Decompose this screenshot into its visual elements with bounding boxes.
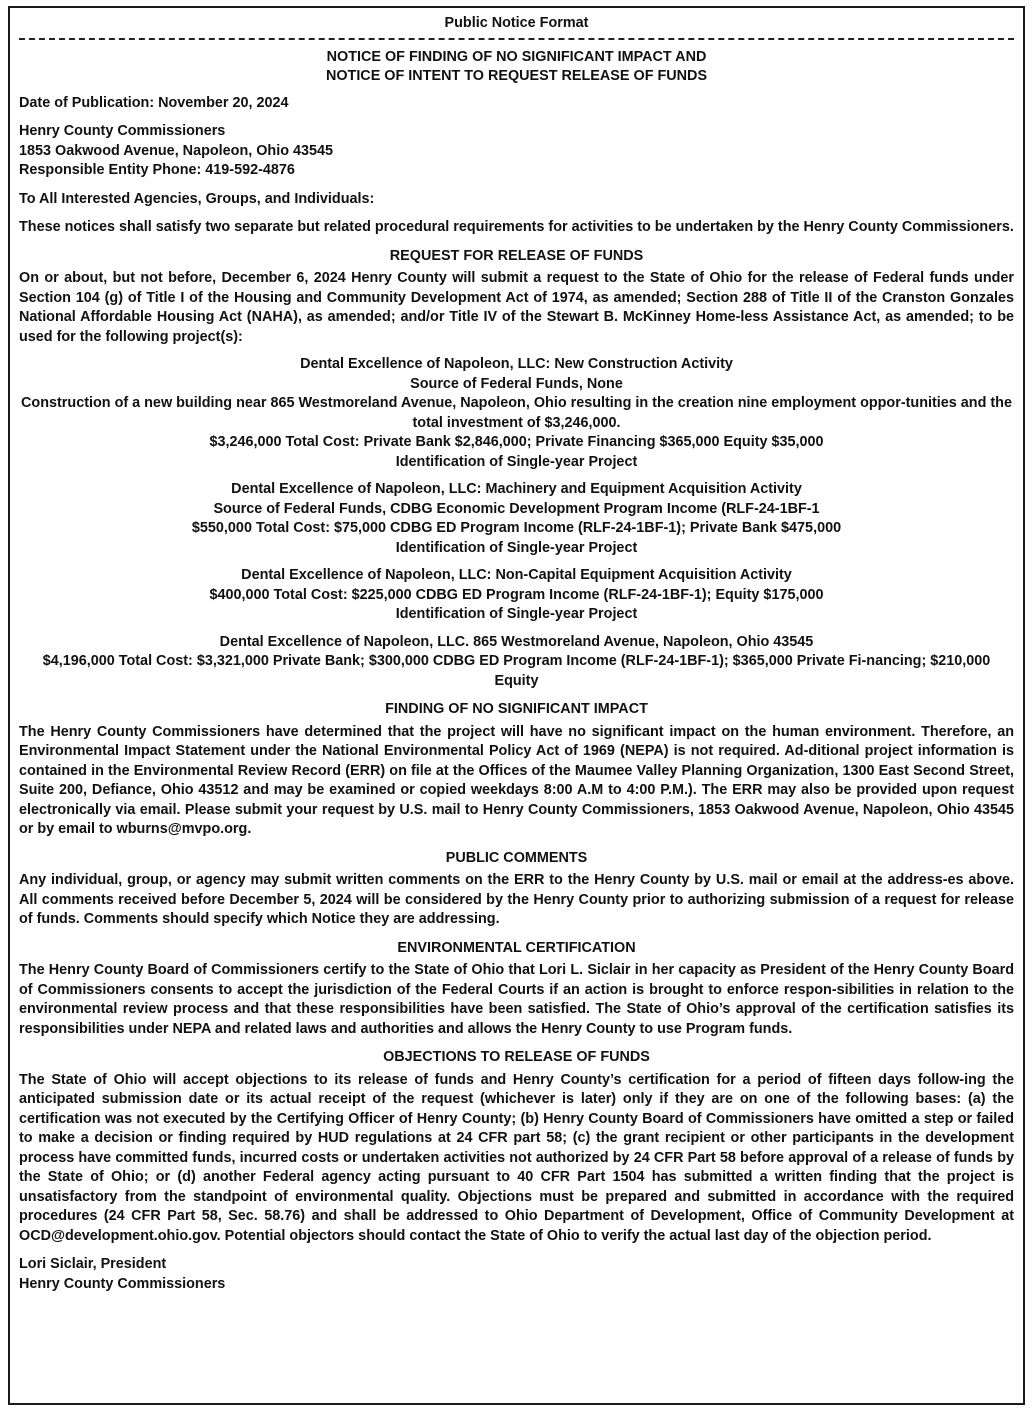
request-heading: REQUEST FOR RELEASE OF FUNDS: [389, 247, 644, 264]
dashed-divider: [19, 38, 1014, 40]
notice-title-line-1: NOTICE OF FINDING OF NO SIGNIFICANT IMPACT AND: [326, 48, 707, 65]
signature-block: [19, 1255, 1014, 1294]
project-identification: Identification of Single-year Project: [395, 453, 638, 470]
public-comments-body: Any individual, group, or agency may submit written comments on the ERR to the Henry County by U.S. mail or email at the address-es above. All comments received before December 5, 2024 will be considered by the Henry County prior to authorizing submission of a request for release of funds. Comments should specify which Notice they are addressing.: [19, 872, 1014, 927]
finding-heading: FINDING OF NO SIGNIFICANT IMPACT: [385, 701, 648, 717]
project-summary: [19, 633, 1014, 692]
project-source: Source of Federal Funds, None: [410, 375, 623, 392]
project-title: Dental Excellence of Napoleon, LLC: Non-Capital Equipment Acquisition Activity: [241, 567, 792, 583]
project-1: [19, 355, 1014, 472]
salutation: To All Interested Agencies, Groups, and Individuals:: [19, 190, 375, 207]
project-title: Dental Excellence of Napoleon, LLC: Machinery and Equipment Acquisition Activity: [231, 481, 802, 497]
objections-body: The State of Ohio will accept objections to its release of funds and Henry County’s certification for a period of fifteen days follow-ing the anticipated submission date or its actual receipt of the request (whichever is later) only if they are on one of the following bases: (a) the certification was not executed by the Certifying Officer of Henry County; (b) Henry County Board of Commissioners have omitted a step or failed to make a decision or finding required by HUD regulations at 24 CFR part 58; (c) the grant recipient or other participants in the development process have committed funds, incurred costs or undertaken activities not authorized by 24 CFR Part 58 before approval of a release of funds by the State of Ohio; or (d) another Federal agency acting pursuant to 40 CFR Part 1504 has submitted a written finding that the project is unsatisfactory from the standpoint of environmental quality. Objections must be prepared and submitted in accordance with the required procedures (24 CFR Part 58, Sec. 58.76) and shall be addressed to Ohio Department of Development, Office of Community Development at OCD@development.ohio.gov. Potential objectors should contact the State of Ohio to verify the actual last day of the objection period.: [19, 1071, 1014, 1244]
finding-body: The Henry County Commissioners have determined that the project will have no significant impact on the human environment. Therefore, an Environmental Impact Statement under the National Environmental Policy Act of 1969 (NEPA) is not required. Ad-ditional project information is contained in the Environmental Review Record (ERR) on file at the Offices of the Maumee Valley Planning Organization, 1300 East Second Street, Suite 200, Defiance, Ohio 43512 and may be examined or copied weekdays 8:00 A.M to 4:00 P.M.). The ERR may also be provided upon request electronically via email. Please submit your request by U.S. mail to Henry County Commissioners, 1853 Oakwood Avenue, Napoleon, Ohio 43545 or by email to wburns@mvpo.org.: [19, 723, 1014, 837]
entity-phone: Responsible Entity Phone: 419-592-4876: [19, 162, 295, 178]
request-body: On or about, but not before, December 6, 2024 Henry County will submit a request to the State of Ohio for the release of Federal funds under Section 104 (g) of Title I of the Housing and Community Development Act of 1974, as amended; Section 288 of Title II of the Cranston Gonzales National Affordable Housing Act (NAHA), as amended; and/or Title IV of the Stewart B. McKinney Home-less Assistance Act, as amended; to be used for the following project(s):: [19, 270, 1014, 345]
notice-content: [10, 8, 1023, 1294]
project-description: Construction of a new building near 865 Westmoreland Avenue, Napoleon, Ohio resulting in the creation nine employment oppor-tunities and the total investment of $3,246,000.: [21, 395, 1012, 431]
entity-name: Henry County Commissioners: [19, 123, 226, 139]
project-cost: $400,000 Total Cost: $225,000 CDBG ED Program Income (RLF-24-1BF-1); Equity $175,000: [209, 586, 824, 603]
format-title: Public Notice Format: [444, 15, 589, 31]
project-cost: $550,000 Total Cost: $75,000 CDBG ED Program Income (RLF-24-1BF-1); Private Bank $475,000: [191, 520, 842, 536]
entity-address-block: [19, 122, 1014, 181]
project-identification: Identification of Single-year Project: [395, 539, 638, 556]
entity-address: 1853 Oakwood Avenue, Napoleon, Ohio 43545: [19, 142, 334, 159]
signature-name: Lori Siclair, President: [19, 1256, 167, 1272]
notice-frame: [8, 6, 1025, 1405]
public-comments-heading: PUBLIC COMMENTS: [445, 849, 588, 866]
intro-paragraph: These notices shall satisfy two separate but related procedural requirements for activities to be undertaken by the Henry County Commissioners.: [19, 219, 1014, 235]
project-2: [19, 480, 1014, 558]
notice-title-line-2: NOTICE OF INTENT TO REQUEST RELEASE OF FUNDS: [325, 68, 708, 84]
certification-body: The Henry County Board of Commissioners certify to the State of Ohio that Lori L. Siclair in her capacity as President of the Henry County Board of Commissioners consents to accept the jurisdiction of the Federal Courts if an action is brought to enforce respon-sibilities in relation to the environmental review process and that these responsibilities have been satisfied. The State of Ohio’s approval of the certification satisfies its responsibilities under NEPA and related laws and authorities and allows the Henry County to use Program funds.: [19, 962, 1014, 1037]
project-source: Source of Federal Funds, CDBG Economic Development Program Income (RLF-24-1BF-1: [213, 500, 820, 517]
project-cost: $4,196,000 Total Cost: $3,321,000 Private Bank; $300,000 CDBG ED Program Income (RLF-24-1BF-1); $365,000 Private Fi-nancing; $210,000 Equity: [42, 653, 991, 689]
project-identification: Identification of Single-year Project: [395, 606, 638, 622]
certification-heading: ENVIRONMENTAL CERTIFICATION: [397, 939, 636, 956]
project-cost: $3,246,000 Total Cost: Private Bank $2,846,000; Private Financing $365,000 Equity $35,000: [209, 434, 824, 450]
project-title: Dental Excellence of Napoleon, LLC. 865 Westmoreland Avenue, Napoleon, Ohio 43545: [219, 633, 814, 650]
objections-heading: OBJECTIONS TO RELEASE OF FUNDS: [383, 1049, 650, 1065]
notice-title: [19, 48, 1014, 87]
project-3: [19, 566, 1014, 625]
publication-date: Date of Publication: November 20, 2024: [19, 94, 289, 111]
signature-org: Henry County Commissioners: [19, 1275, 226, 1292]
project-title: Dental Excellence of Napoleon, LLC: New Construction Activity: [300, 356, 733, 372]
